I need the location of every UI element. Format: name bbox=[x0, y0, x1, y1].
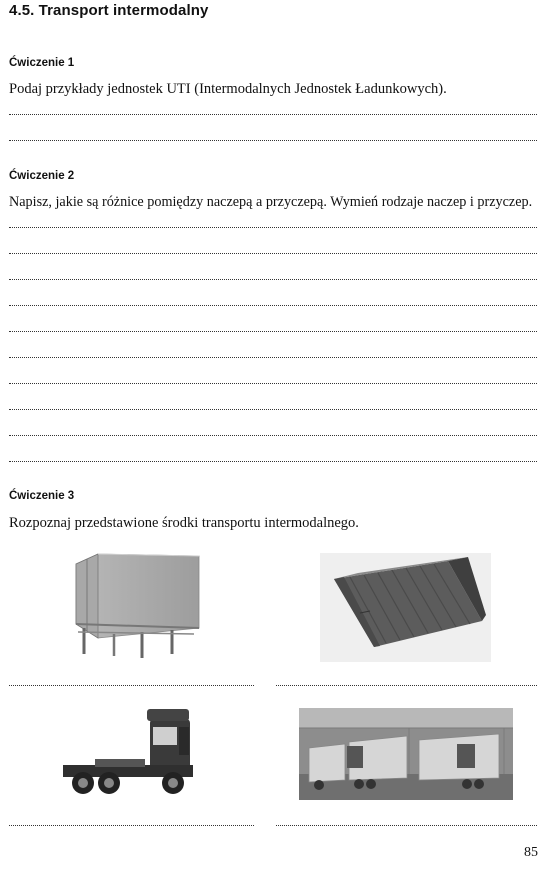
answer-line[interactable] bbox=[9, 825, 254, 826]
section-title: 4.5. Transport intermodalny bbox=[9, 2, 209, 19]
exercise-3-text: Rozpoznaj przedstawione środki transportu intermodalnego. bbox=[9, 515, 359, 531]
semi-trailers-image bbox=[299, 708, 513, 800]
exercise-3-title: Ćwiczenie 3 bbox=[9, 490, 75, 502]
page-number: 85 bbox=[524, 845, 538, 860]
answer-line[interactable] bbox=[9, 279, 537, 280]
answer-line[interactable] bbox=[276, 685, 537, 686]
shipping-container-image bbox=[320, 553, 491, 662]
answer-line[interactable] bbox=[9, 685, 254, 686]
exercise-2-title: Ćwiczenie 2 bbox=[9, 170, 75, 182]
answer-line[interactable] bbox=[9, 253, 537, 254]
answer-line[interactable] bbox=[9, 461, 537, 462]
answer-line[interactable] bbox=[9, 140, 537, 141]
answer-line[interactable] bbox=[9, 357, 537, 358]
swap-body-image bbox=[54, 550, 206, 662]
answer-line[interactable] bbox=[9, 409, 537, 410]
exercise-2-text: Napisz, jakie są różnice pomiędzy naczepą a przyczepą. Wymień rodzaje naczep i przyczep. bbox=[9, 194, 533, 210]
exercise-1-title: Ćwiczenie 1 bbox=[9, 57, 75, 69]
exercise-1-text: Podaj przykłady jednostek UTI (Intermodalnych Jednostek Ładunkowych). bbox=[9, 81, 447, 97]
tractor-unit-image bbox=[55, 707, 205, 800]
answer-line[interactable] bbox=[9, 305, 537, 306]
answer-line[interactable] bbox=[9, 114, 537, 115]
answer-line[interactable] bbox=[9, 227, 537, 228]
answer-line[interactable] bbox=[9, 435, 537, 436]
answer-line[interactable] bbox=[276, 825, 537, 826]
answer-line[interactable] bbox=[9, 383, 537, 384]
answer-line[interactable] bbox=[9, 331, 537, 332]
